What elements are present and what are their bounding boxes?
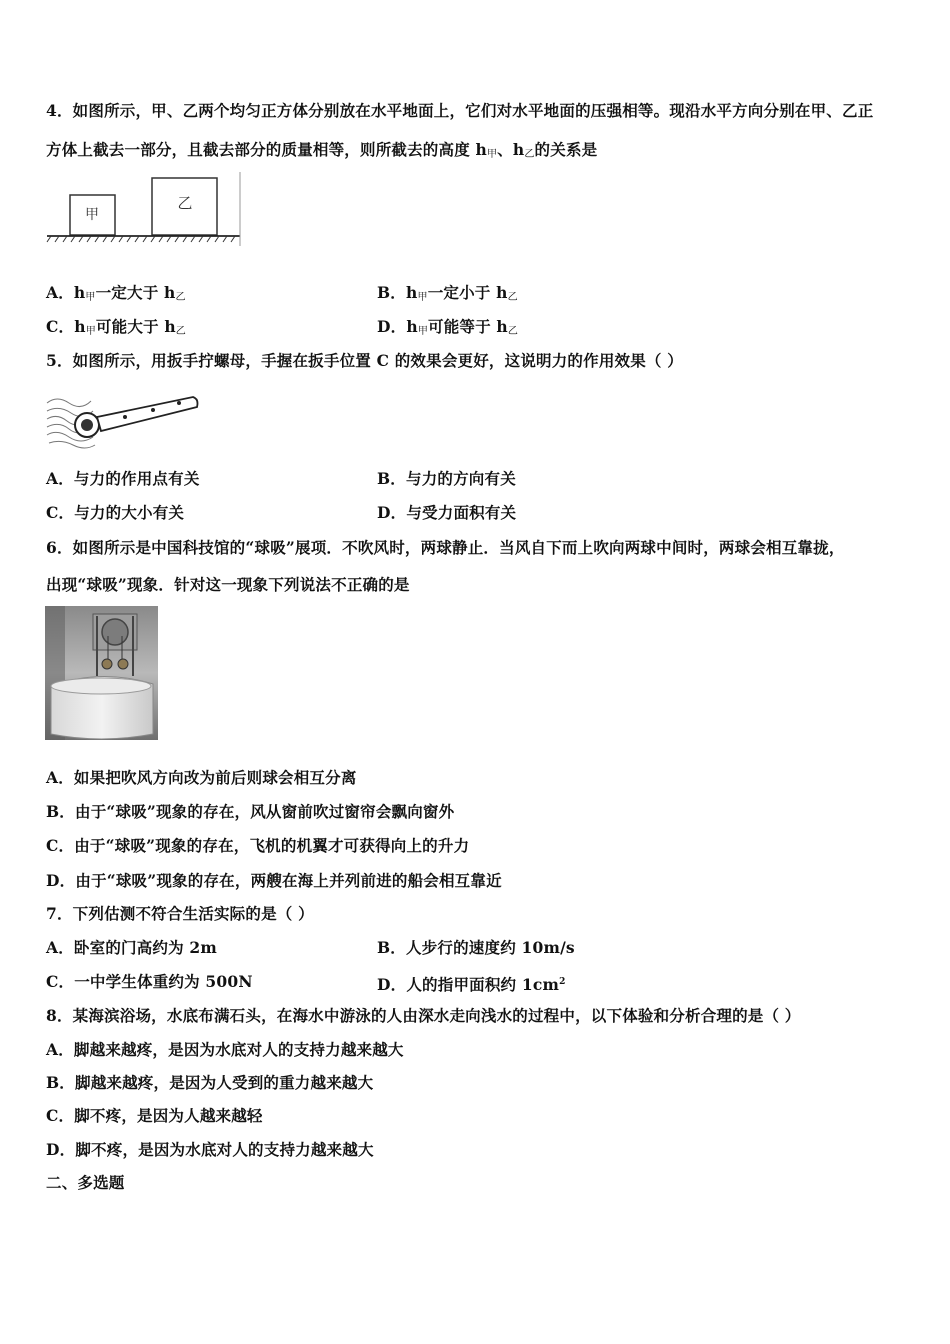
q5-stem: 5．如图所示，用扳手拧螺母，手握在扳手位置 C 的效果会更好，这说明力的作用效果（ ） <box>46 351 683 370</box>
q4-cubes-figure <box>45 170 245 248</box>
q8-option-b[interactable]: B．脚越来越疼，是因为人受到的重力越来越大 <box>46 1073 374 1092</box>
q6-option-a[interactable]: A．如果把吹风方向改为前后则球会相互分离 <box>46 768 357 787</box>
q5-option-b[interactable]: B．与力的方向有关 <box>377 469 516 488</box>
q4-option-a[interactable]: A．$h_甲$一定大于 $h_乙$ <box>46 283 186 303</box>
q7-option-d[interactable]: D．人的指甲面积约 $1cm^2$ <box>377 975 566 995</box>
q7-option-a[interactable]: A．卧室的门高约为 2m <box>46 938 218 957</box>
q6-option-d[interactable]: D．由于“球吸”现象的存在，两艘在海上并列前进的船会相互靠近 <box>46 871 502 890</box>
q6-stem-line1: 6．如图所示是中国科技馆的“球吸”展项．不吹风时，两球静止．当风自下而上吹向两球中间时，两球会相互靠拢， <box>46 538 845 557</box>
ball-left <box>102 659 112 669</box>
q5-option-d[interactable]: D．与受力面积有关 <box>377 503 517 522</box>
q8-option-c[interactable]: C．脚不疼，是因为人越来越轻 <box>46 1106 263 1125</box>
fan-icon <box>102 619 128 645</box>
q7-option-b[interactable]: B．人步行的速度约 10m/s <box>377 938 575 957</box>
q6-option-b[interactable]: B．由于“球吸”现象的存在，风从窗前吹过窗帘会飘向窗外 <box>46 802 455 821</box>
q5-option-a[interactable]: A．与力的作用点有关 <box>46 469 200 488</box>
q4-option-c[interactable]: C．$h_甲$可能大于 $h_乙$ <box>46 317 186 337</box>
q8-stem: 8．某海滨浴场，水底布满石头，在海水中游泳的人由深水走向浅水的过程中，以下体验和分析合理的是（ ） <box>46 1006 801 1025</box>
q7-option-c[interactable]: C．一中学生体重约为 500N <box>46 972 253 991</box>
q4-option-b[interactable]: B．$h_甲$一定小于 $h_乙$ <box>377 283 518 303</box>
nut-icon <box>81 419 93 431</box>
q5-wrench-figure <box>45 385 200 453</box>
section-title: 二、多选题 <box>46 1173 125 1192</box>
ball-right <box>118 659 128 669</box>
q4-option-d[interactable]: D．$h_甲$可能等于 $h_乙$ <box>377 317 519 337</box>
q4-stem-line2: 方体上截去一部分，且截去部分的质量相等，则所截去的高度 $h_甲$、$h_乙$的关系是 <box>46 140 598 160</box>
q5-option-c[interactable]: C．与力的大小有关 <box>46 503 185 522</box>
label-jia: 甲 <box>85 207 99 223</box>
q8-option-a[interactable]: A．脚越来越疼，是因为水底对人的支持力越来越大 <box>46 1040 404 1059</box>
q6-ball-suction-photo <box>45 606 158 740</box>
q8-option-d[interactable]: D．脚不疼，是因为水底对人的支持力越来越大 <box>46 1140 374 1159</box>
q7-stem: 7．下列估测不符合生活实际的是（ ） <box>46 904 314 923</box>
q4-stem-line1: 4．如图所示，甲、乙两个均匀正方体分别放在水平地面上，它们对水平地面的压强相等。现沿水平方向分别在甲、乙正 <box>46 101 874 120</box>
label-yi: 乙 <box>177 194 193 212</box>
q6-stem-line2: 出现“球吸”现象．针对这一现象下列说法不正确的是 <box>46 575 410 594</box>
wrench-handle <box>97 397 198 431</box>
q6-option-c[interactable]: C．由于“球吸”现象的存在，飞机的机翼才可获得向上的升力 <box>46 836 470 855</box>
